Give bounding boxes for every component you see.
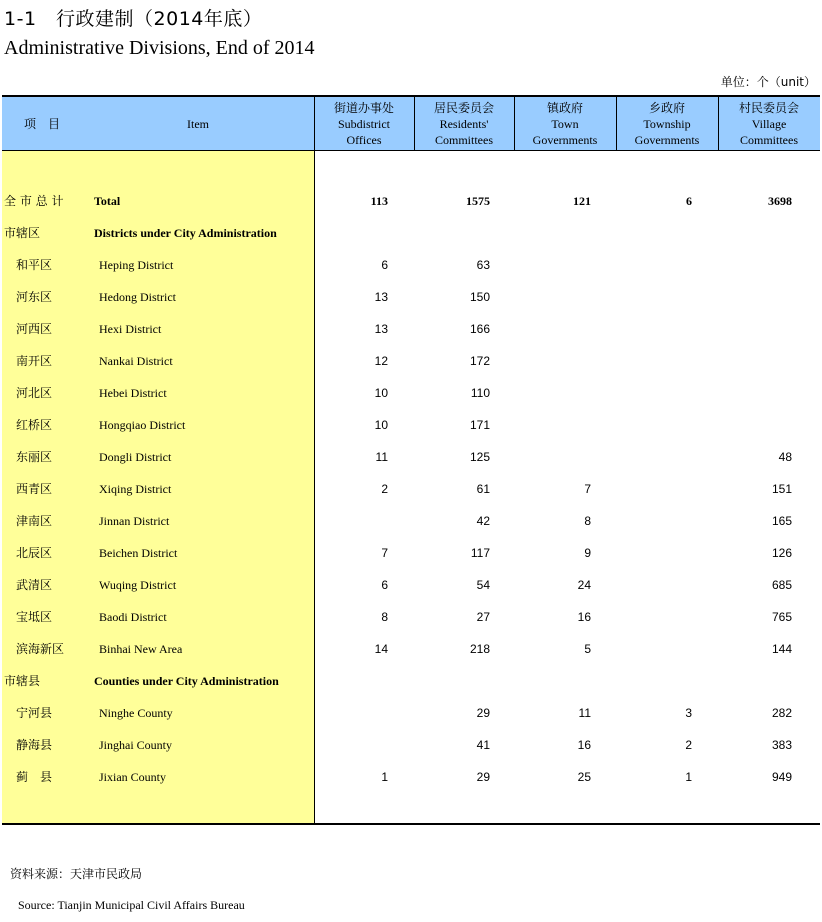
row-name-cn: 静海县 (16, 738, 53, 752)
table-row (2, 479, 820, 499)
cell-value: 2 (685, 738, 692, 752)
column-divider (514, 95, 515, 151)
header-residents-committees: 居民委员会 Residents' Committees (433, 101, 494, 147)
cell-value: 29 (476, 706, 490, 720)
row-name-en: Hongqiao District (99, 418, 186, 432)
column-divider (414, 95, 415, 151)
row-name-cn: 市辖区 (4, 226, 41, 240)
row-name-cn: 市辖县 (4, 674, 41, 688)
cell-value: 10 (374, 418, 388, 432)
cell-value: 165 (771, 514, 792, 528)
header-town-governments: 镇政府 Town Governments (532, 101, 598, 147)
row-name-en: Wuqing District (99, 578, 177, 592)
cell-value: 110 (470, 386, 490, 400)
cell-value: 282 (771, 706, 792, 720)
cell-value: 13 (374, 290, 388, 304)
cell-value: 12 (374, 354, 388, 368)
cell-value: 16 (577, 610, 591, 624)
row-name-cn: 东丽区 (16, 450, 53, 464)
table-row (2, 255, 820, 275)
cell-value: 54 (476, 578, 490, 592)
row-name-cn: 和平区 (16, 258, 53, 272)
cell-value: 16 (577, 738, 591, 752)
cell-value: 1575 (466, 194, 490, 208)
row-name-cn: 红桥区 (16, 418, 53, 432)
cell-value: 113 (370, 194, 388, 208)
cell-value: 9 (584, 546, 591, 560)
row-name-cn: 河西区 (16, 322, 53, 336)
cell-value: 949 (771, 770, 792, 784)
cell-value: 8 (381, 610, 388, 624)
row-name-en: Hedong District (99, 290, 176, 304)
table-row (2, 671, 820, 691)
row-name-en: Nankai District (99, 354, 173, 368)
row-name-cn: 武清区 (16, 578, 53, 592)
cell-value: 150 (469, 290, 490, 304)
table-row (2, 575, 820, 595)
cell-value: 61 (476, 482, 490, 496)
table-row (2, 447, 820, 467)
cell-value: 126 (771, 546, 792, 560)
cell-value: 5 (584, 642, 591, 656)
cell-value: 24 (577, 578, 591, 592)
cell-value: 125 (469, 450, 490, 464)
cell-value: 6 (381, 578, 388, 592)
cell-value: 171 (469, 418, 490, 432)
row-name-cn: 河东区 (16, 290, 53, 304)
row-name-en: Beichen District (99, 546, 178, 560)
row-name-en: Counties under City Administration (94, 674, 279, 688)
unit-label: 单位：个（unit） (720, 75, 816, 89)
cell-value: 27 (476, 610, 490, 624)
source-note-cn: 资料来源：天津市民政局 (10, 867, 143, 881)
table-row (2, 607, 820, 627)
cell-value: 121 (573, 194, 591, 208)
cell-value: 144 (771, 642, 792, 656)
row-name-en: Hexi District (99, 322, 162, 336)
table-row (2, 767, 820, 787)
table-row (2, 383, 820, 403)
divisions-table (2, 95, 820, 825)
cell-value: 41 (476, 738, 490, 752)
row-name-en: Ninghe County (99, 706, 173, 720)
cell-value: 1 (685, 770, 692, 784)
cell-value: 63 (476, 258, 490, 272)
row-name-en: Jinghai County (99, 738, 173, 752)
table-row (2, 415, 820, 435)
cell-value: 11 (578, 706, 591, 720)
table-row (2, 511, 820, 531)
table-row (2, 351, 820, 371)
row-name-cn: 西青区 (16, 482, 53, 496)
cell-value: 3 (685, 706, 692, 720)
cell-value: 3698 (768, 194, 792, 208)
column-divider (616, 95, 617, 151)
row-name-en: Total (94, 194, 121, 208)
cell-value: 7 (381, 546, 388, 560)
cell-value: 685 (771, 578, 792, 592)
page-title-cn: 1-1 行政建制（2014年底） (4, 8, 263, 30)
cell-value: 172 (469, 354, 490, 368)
cell-value: 6 (686, 194, 692, 208)
table-row (2, 223, 820, 243)
cell-value: 8 (584, 514, 591, 528)
cell-value: 11 (375, 450, 388, 464)
cell-value: 218 (469, 642, 490, 656)
row-name-cn: 北辰区 (16, 546, 53, 560)
header-item-cn: 项 目 (23, 117, 60, 131)
table-row (2, 543, 820, 563)
row-name-en: Hebei District (99, 386, 167, 400)
source-note-en: Source: Tianjin Municipal Civil Affairs Bureau (18, 898, 245, 912)
cell-value: 10 (374, 386, 388, 400)
row-name-en: Jinnan District (99, 514, 170, 528)
header-village-committees: 村民委员会 Village Committees (738, 101, 799, 147)
row-name-en: Districts under City Administration (94, 226, 277, 240)
cell-value: 42 (476, 514, 490, 528)
cell-value: 151 (771, 482, 792, 496)
row-name-cn: 滨海新区 (16, 642, 65, 656)
cell-value: 117 (470, 546, 490, 560)
table-row (2, 287, 820, 307)
row-name-en: Baodi District (99, 610, 167, 624)
row-name-en: Xiqing District (99, 482, 172, 496)
cell-value: 166 (469, 322, 490, 336)
row-name-cn: 蓟 县 (16, 770, 53, 784)
row-name-cn: 全 市 总 计 (4, 194, 64, 208)
cell-value: 25 (577, 770, 591, 784)
cell-value: 765 (771, 610, 792, 624)
row-name-cn: 河北区 (16, 386, 53, 400)
cell-value: 2 (381, 482, 388, 496)
row-name-en: Jixian County (99, 770, 167, 784)
row-name-cn: 宝坻区 (16, 610, 53, 624)
cell-value: 1 (381, 770, 388, 784)
row-name-en: Binhai New Area (99, 642, 183, 656)
row-name-en: Heping District (99, 258, 174, 272)
cell-value: 13 (374, 322, 388, 336)
header-item-en: Item (187, 117, 209, 131)
cell-value: 6 (381, 258, 388, 272)
table-row (2, 735, 820, 755)
row-name-en: Dongli District (99, 450, 172, 464)
cell-value: 29 (476, 770, 490, 784)
cell-value: 383 (771, 738, 792, 752)
row-name-cn: 南开区 (16, 354, 53, 368)
table-row (2, 639, 820, 659)
row-name-cn: 津南区 (16, 514, 53, 528)
table-bottom-border (2, 823, 820, 825)
cell-value: 14 (374, 642, 388, 656)
header-subdistrict-offices: 街道办事处 Subdistrict Offices (333, 101, 394, 147)
cell-value: 48 (778, 450, 792, 464)
table-row (2, 319, 820, 339)
table-row (2, 191, 820, 211)
page-title-en: Administrative Divisions, End of 2014 (4, 37, 315, 59)
column-divider (718, 95, 719, 151)
header-township-governments: 乡政府 Township Governments (634, 101, 700, 147)
table-row (2, 703, 820, 723)
row-name-cn: 宁河县 (16, 706, 53, 720)
cell-value: 7 (584, 482, 591, 496)
